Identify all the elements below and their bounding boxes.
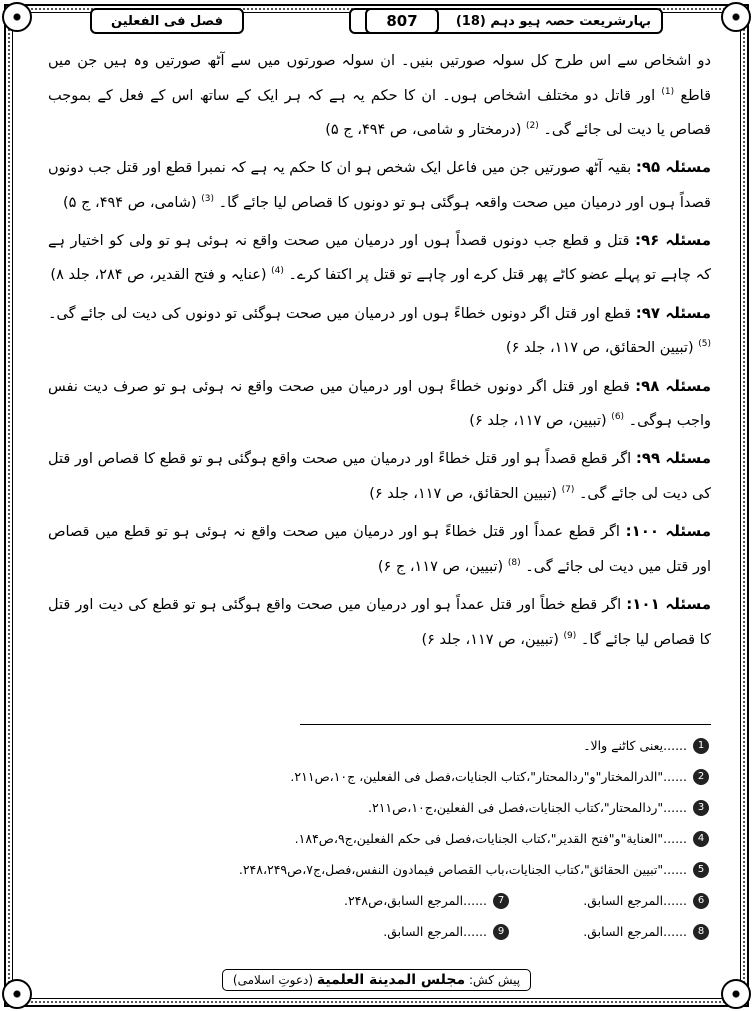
footnote-text: ......یعنی کاٹنے والا۔	[583, 738, 687, 753]
paragraph-citation: (تبیین الحقائق، ص ۱۱۷، جلد ۶)	[369, 485, 557, 502]
footnote-number: 2	[693, 769, 709, 785]
footnote-text: ......المرجع السابق.	[583, 893, 687, 908]
footnote-number: 1	[693, 738, 709, 754]
paragraph-text: قطع اور قتل اگر دونوں خطاءً ہوں اور درمیان میں صحت ہوگئی تو دونوں کی دیت لی جائے گی۔	[48, 305, 632, 322]
masala-label: مسئلہ ۹۵:	[635, 158, 712, 177]
paragraph-citation: (شامی، ص ۴۹۴، ج ۵)	[63, 194, 197, 211]
footnote-item	[48, 792, 709, 823]
footnotes	[48, 730, 709, 947]
footnote-number: 7	[493, 893, 509, 909]
footnote-number: 8	[693, 924, 709, 940]
paragraph-citation: (تبیین، ص ۱۱۷، جلد ۶)	[421, 631, 559, 648]
paragraph-text: دو اشخاص سے اس طرح کل سولہ صورتیں بنیں۔ ان سولہ صورتوں میں سے آٹھ صورتیں وہ ہیں جن میں قاطع	[48, 53, 712, 104]
paragraph-text: قطع اور قتل اگر دونوں خطاءً ہوں اور درمیان میں صحت واقع نہ ہوئی ہو تو صرف دیت نفس واجب ہوگی۔	[48, 378, 711, 429]
page-header	[30, 6, 723, 32]
footnote-number: 5	[693, 862, 709, 878]
footnote-item	[309, 893, 509, 909]
footnote-ref: (8)	[507, 557, 521, 568]
paragraph-masala-99	[48, 443, 711, 509]
footnote-number: 9	[493, 924, 509, 940]
paragraph-text: قتل و قطع جب دونوں قصداً ہوں اور درمیان میں صحت واقع نہ ہوئی ہو تو ولی کو اختیار ہے کہ چاہے تو پہلے عضو کاٹے پھر قتل کرے اور چاہے تو قتل پر اکتفا کرے۔	[48, 232, 711, 284]
footnote-divider	[300, 724, 711, 725]
paragraph-masala-95	[48, 152, 711, 218]
footnote-ref: (1)	[661, 86, 675, 97]
footnote-text: ......"تبیین الحقائق"،کتاب الجنایات،باب القصاص فیمادون النفس،فصل،ج۷،ص۲۴۸،۲۴۹.	[238, 862, 687, 877]
footnote-text: ......"الدرالمختار"و"ردالمحتار"،کتاب الجنایات،فصل فی الفعلین، ج۱۰،ص۲۱۱.	[290, 769, 687, 784]
paragraph-text: اگر قطع قصداً ہو اور قتل خطاءً اور درمیان میں صحت واقع ہوگئی ہو تو قطع کا قصاص اور قتل کی دیت لی جائے گی۔	[48, 451, 711, 502]
paragraph-masala-97	[48, 298, 711, 364]
footnote-item	[48, 854, 709, 885]
footnote-item	[309, 924, 509, 940]
footnote-item	[48, 730, 709, 761]
footnote-row	[48, 885, 709, 916]
footnote-text: ......المرجع السابق،ص۲۴۸.	[343, 893, 487, 908]
masala-label: مسئلہ ۱۰۱:	[626, 595, 712, 614]
footnote-text: ......"ردالمحتار"،کتاب الجنایات،فصل فی الفعلین،ج۱۰،ص۲۱۱.	[368, 800, 687, 815]
footnote-item	[48, 823, 709, 854]
footnote-ref: (2)	[526, 120, 539, 131]
masala-label: مسئلہ ۹۸:	[635, 376, 712, 395]
corner-ornament-top-left	[2, 2, 32, 32]
paragraph-citation: (عنایہ و فتح القدیر، ص ۲۸۴، جلد ۸)	[50, 267, 267, 284]
footnote-text: ......المرجع السابق.	[383, 924, 487, 939]
masala-label: مسئلہ ۹۶:	[634, 230, 712, 249]
publisher-suffix: (دعوتِ اسلامی)	[232, 973, 314, 987]
footnote-number: 4	[693, 831, 709, 847]
footnote-ref: (3)	[201, 193, 214, 204]
publisher-badge	[222, 969, 531, 991]
chapter-title: فصل فی الفعلین	[90, 8, 244, 34]
paragraph-masala-100	[48, 516, 711, 582]
paragraph-text: اگر قطع عمداً اور قتل خطاءً ہو اور درمیان میں صحت واقع نہ ہوئی ہو تو قطع میں قصاص اور قتل میں دیت لی جائے گی۔	[48, 524, 711, 575]
masala-label: مسئلہ ۱۰۰:	[625, 522, 711, 541]
footnote-ref: (9)	[563, 630, 577, 641]
footnote-item	[48, 761, 709, 792]
book-title: بہارشریعت حصہ ہیو دہم (18)	[349, 8, 663, 34]
footnote-ref: (7)	[561, 484, 575, 495]
corner-ornament-top-right	[721, 2, 751, 32]
paragraph-text: اور قاتل دو مختلف اشخاص ہوں۔ ان کا حکم یہ ہے کہ ہر ایک کے ساتھ اس کے فعل کے بموجب قصاص یا دیت لی جائے گی۔	[48, 87, 711, 138]
footnote-ref: (5)	[698, 339, 711, 350]
footnote-ref: (6)	[611, 412, 625, 423]
footnote-row	[48, 916, 709, 947]
footnote-item	[509, 924, 709, 940]
masala-label: مسئلہ ۹۹:	[635, 449, 712, 468]
footer-prefix: پیش کش:	[468, 973, 521, 987]
paragraph-text: اگر قطع خطاً اور قتل عمداً ہو اور درمیان میں صحت واقع ہوگئی ہو تو قطع کی دیت اور قتل کا قصاص لیا جائے گا۔	[48, 597, 711, 648]
paragraph-citation: (تبیین، ص ۱۱۷، ج ۶)	[377, 558, 504, 575]
paragraph-citation: (تبیین الحقائق، ص ۱۱۷، جلد ۶)	[505, 340, 694, 357]
footnote-number: 3	[693, 800, 709, 816]
paragraph-masala-96	[48, 225, 711, 291]
main-text	[48, 46, 711, 662]
footnote-item	[509, 893, 709, 909]
paragraph-citation: (درمختار و شامی، ص ۴۹۴، ج ۵)	[325, 121, 522, 138]
paragraph-masala-101	[48, 589, 711, 655]
page-footer	[0, 969, 753, 991]
masala-label: مسئلہ ۹۷:	[635, 303, 711, 322]
footnote-ref: (4)	[271, 266, 284, 277]
page-number: 807	[365, 8, 439, 34]
paragraph-text: بقیہ آٹھ صورتیں جن میں فاعل ایک شخص ہو ان کا حکم یہ ہے کہ نمبرا قطع اور قتل جب دونوں قصداً ہوں اور درمیان میں صحت واقعہ ہوگئی ہو تو دونوں کا قصاص لیا جائے گا۔	[48, 160, 711, 211]
paragraph-masala-98	[48, 371, 711, 437]
paragraph-citation: (تبیین، ص ۱۱۷، جلد ۶)	[469, 412, 607, 429]
footnote-text: ......"العنایة"و"فتح القدیر"،کتاب الجنایات،فصل فی حکم الفعلین،ج۹،ص۱۸۴.	[294, 831, 687, 846]
footnote-text: ......المرجع السابق.	[583, 924, 687, 939]
publisher-name: مجلس المدینة العلمیة	[316, 972, 466, 988]
paragraph-intro	[48, 46, 711, 145]
footnote-number: 6	[693, 893, 709, 909]
